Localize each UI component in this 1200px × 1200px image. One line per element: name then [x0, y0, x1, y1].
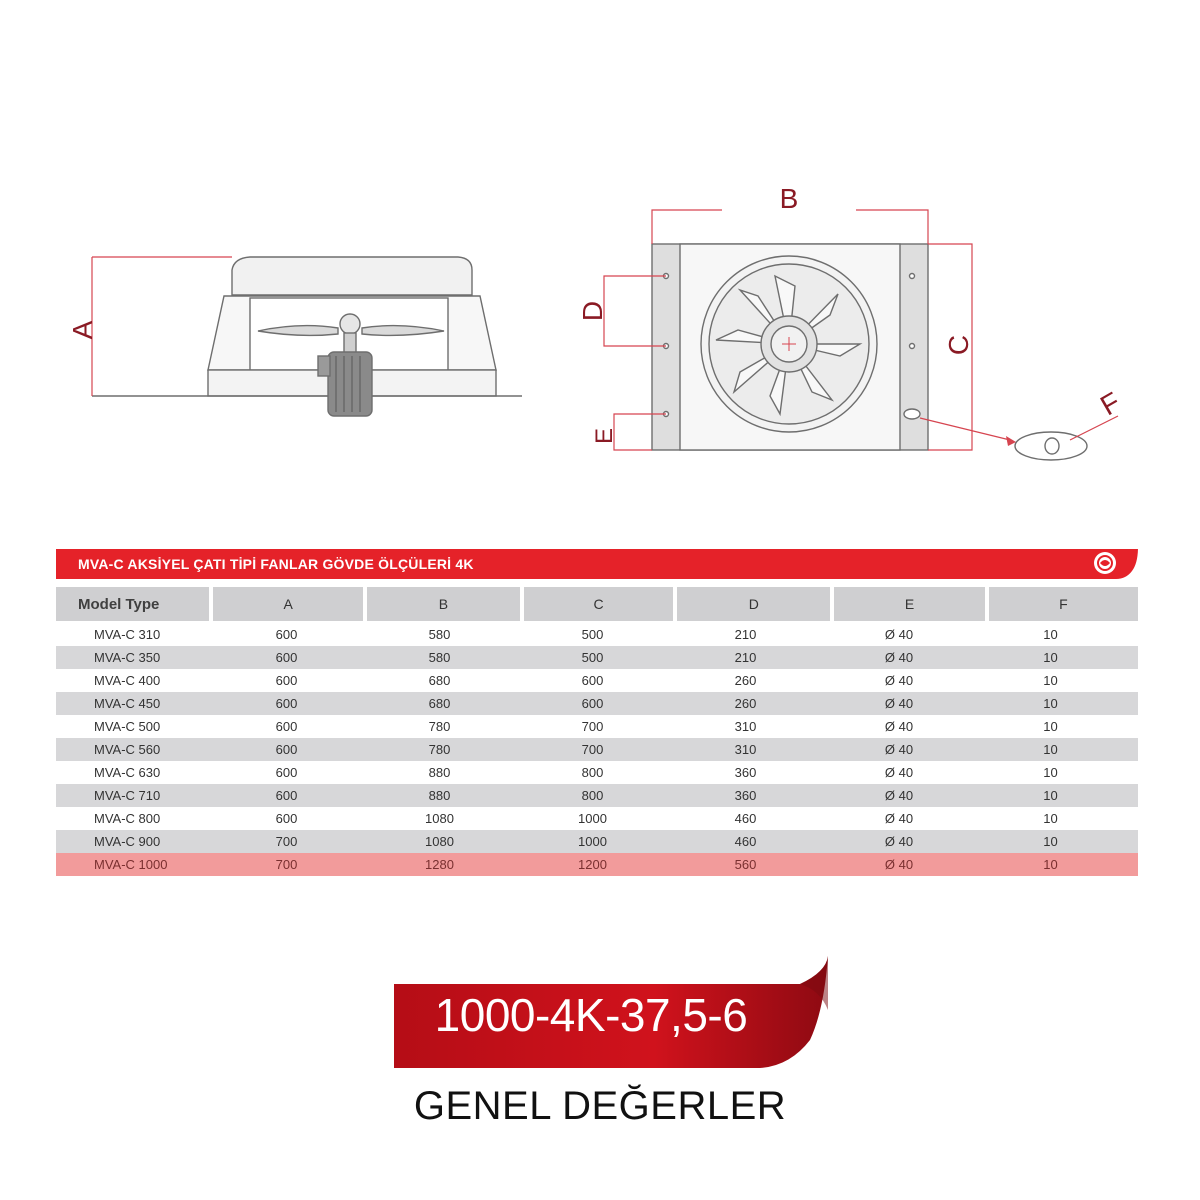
table-cell: 580: [428, 627, 451, 642]
table-row: [56, 761, 1138, 784]
table-cell: 700: [275, 857, 298, 872]
dimensions-table: [56, 587, 1138, 876]
table-cell: MVA-C 450: [94, 696, 161, 711]
table-cell: 10: [1043, 788, 1058, 803]
table-cell: 600: [275, 811, 298, 826]
table-cell: MVA-C 500: [94, 719, 161, 734]
table-cell: 600: [275, 673, 298, 688]
table-cell: 1280: [425, 857, 454, 872]
table-cell: 600: [275, 696, 298, 711]
table-cell: 210: [734, 627, 757, 642]
dimension-c-label: C: [943, 334, 974, 356]
table-row: [56, 738, 1138, 761]
table-title-banner: [56, 549, 1138, 579]
table-cell: 700: [581, 719, 604, 734]
table-cell: 600: [275, 765, 298, 780]
table-cell: 10: [1043, 627, 1058, 642]
dimension-e-label: E: [591, 427, 618, 445]
table-cell: 500: [581, 650, 604, 665]
table-row: [56, 830, 1138, 853]
table-body: [56, 623, 1138, 876]
table-row: [56, 669, 1138, 692]
dimension-f-label: F: [1095, 386, 1126, 422]
table-cell: 600: [275, 627, 298, 642]
dimension-b-label: B: [779, 183, 799, 214]
table-title: MVA-C AKSİYEL ÇATI TİPİ FANLAR GÖVDE ÖLÇÜLERİ 4K: [78, 556, 474, 572]
table-cell: Ø 40: [884, 857, 914, 872]
table-cell: 680: [428, 696, 451, 711]
table-cell: 10: [1043, 719, 1058, 734]
header-d: D: [677, 587, 830, 621]
table-cell: Ø 40: [884, 673, 914, 688]
table-cell: 10: [1043, 811, 1058, 826]
table-row: [56, 692, 1138, 715]
header-a: A: [213, 587, 362, 621]
table-row: [56, 807, 1138, 830]
table-cell: 700: [581, 742, 604, 757]
table-cell: MVA-C 310: [94, 627, 161, 642]
header-model-type: Model Type: [56, 587, 209, 621]
table-cell: 10: [1043, 742, 1058, 757]
table-cell: 560: [734, 857, 757, 872]
front-view-drawing: [652, 244, 1087, 460]
table-cell: Ø 40: [884, 696, 914, 711]
table-cell: 800: [581, 765, 604, 780]
table-cell: Ø 40: [884, 627, 914, 642]
table-cell: 10: [1043, 834, 1058, 849]
table-header-row: [56, 587, 1138, 621]
table-cell: 600: [275, 650, 298, 665]
header-e: E: [834, 587, 984, 621]
table-cell: 600: [275, 742, 298, 757]
table-cell: MVA-C 350: [94, 650, 161, 665]
table-cell: 880: [428, 788, 451, 803]
dimension-d-label: D: [577, 300, 608, 322]
table-cell: 460: [734, 834, 757, 849]
table-cell: 1080: [425, 834, 454, 849]
table-cell: 600: [581, 696, 604, 711]
table-cell: 500: [581, 627, 604, 642]
table-cell: 780: [428, 742, 451, 757]
table-cell: MVA-C 400: [94, 673, 161, 688]
table-cell: Ø 40: [884, 742, 914, 757]
table-cell: 600: [275, 719, 298, 734]
table-cell: MVA-C 560: [94, 742, 161, 757]
table-cell: Ø 40: [884, 811, 914, 826]
table-cell: Ø 40: [884, 788, 914, 803]
table-cell: MVA-C 710: [94, 788, 161, 803]
header-f: F: [989, 587, 1138, 621]
table-cell: 680: [428, 673, 451, 688]
table-cell: 1080: [425, 811, 454, 826]
table-cell: Ø 40: [884, 765, 914, 780]
table-cell: 460: [734, 811, 757, 826]
header-c: C: [524, 587, 673, 621]
table-cell: 1000: [578, 834, 607, 849]
table-cell: Ø 40: [884, 834, 914, 849]
side-view-drawing: [92, 257, 522, 416]
technical-drawing: [0, 0, 1200, 520]
table-row: [56, 646, 1138, 669]
table-row: [56, 715, 1138, 738]
table-cell: 800: [581, 788, 604, 803]
dimension-a-label: A: [67, 320, 98, 340]
table-cell: 10: [1043, 650, 1058, 665]
table-cell: 310: [734, 742, 757, 757]
table-row: [56, 623, 1138, 646]
table-cell: 210: [734, 650, 757, 665]
table-cell: 600: [275, 788, 298, 803]
table-cell: 10: [1043, 673, 1058, 688]
table-cell: MVA-C 630: [94, 765, 161, 780]
table-cell: 310: [734, 719, 757, 734]
table-cell: MVA-C 800: [94, 811, 161, 826]
table-cell: 360: [734, 765, 757, 780]
table-cell: 780: [428, 719, 451, 734]
table-cell: 260: [734, 673, 757, 688]
table-cell: MVA-C 1000: [94, 857, 168, 872]
table-row: [56, 853, 1138, 876]
table-row: [56, 784, 1138, 807]
table-cell: 600: [581, 673, 604, 688]
table-cell: 580: [428, 650, 451, 665]
table-cell: 10: [1043, 857, 1058, 872]
footer-title: GENEL DEĞERLER: [413, 1084, 787, 1128]
table-cell: 360: [734, 788, 757, 803]
table-cell: 700: [275, 834, 298, 849]
table-cell: Ø 40: [884, 719, 914, 734]
table-cell: 1200: [578, 857, 607, 872]
table-cell: 260: [734, 696, 757, 711]
table-cell: 10: [1043, 696, 1058, 711]
model-code-label: 1000-4K-37,5-6: [434, 989, 748, 1041]
table-cell: MVA-C 900: [94, 834, 161, 849]
table-cell: 1000: [578, 811, 607, 826]
table-cell: 10: [1043, 765, 1058, 780]
table-cell: Ø 40: [884, 650, 914, 665]
table-cell: 880: [428, 765, 451, 780]
header-b: B: [367, 587, 520, 621]
